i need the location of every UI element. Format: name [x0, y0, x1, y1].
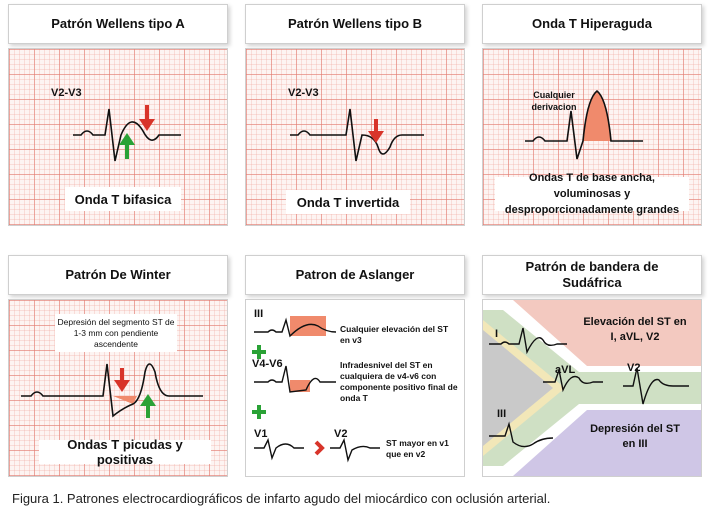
- ecg-grid: [245, 48, 465, 226]
- panel-hyperacute-t: [482, 4, 702, 226]
- lead-label: I: [495, 328, 499, 340]
- ecg-grid: [482, 48, 702, 226]
- st-depression-label: Depresión del ST en III: [590, 423, 680, 450]
- lead-label: V2: [627, 362, 641, 374]
- pattern-label: Ondas T picudas y positivas: [39, 440, 211, 464]
- st-depression-fill: [113, 396, 137, 404]
- criterion-text: Infradesnivel del ST en cualquiera de v4-v6 con componente positivo final de onda T: [340, 360, 458, 403]
- flag-body: [482, 299, 702, 477]
- panel-wellens-b: [245, 4, 465, 226]
- panel-south-african-flag: [482, 255, 702, 477]
- panel-title: Patrón de bandera de Sudáfrica: [482, 255, 702, 295]
- panel-title: Patrón De Winter: [8, 255, 228, 295]
- panel-title: Patrón Wellens tipo B: [245, 4, 465, 44]
- criterion-text: Cualquier elevación del ST en v3: [340, 324, 449, 345]
- green-up-arrow-icon: [119, 133, 135, 159]
- red-down-arrow-icon: [139, 105, 155, 131]
- pattern-label: Onda T invertida: [286, 190, 410, 214]
- st-elevation-fill: [290, 316, 326, 336]
- red-down-arrow-icon: [368, 119, 384, 143]
- green-plus-icon: [252, 345, 266, 359]
- red-chevron-icon: [316, 442, 322, 454]
- st-depression-note: Depresión del segmento ST de 1-3 mm con pendiente ascendente: [55, 314, 177, 352]
- panel-wellens-a: [8, 4, 228, 226]
- lead-label: V4-V6: [252, 358, 283, 370]
- figure-caption: Figura 1. Patrones electrocardiográficos de infarto agudo del miocárdico con oclusión arterial.: [12, 491, 551, 506]
- green-up-arrow-icon: [140, 394, 156, 418]
- green-plus-icon: [252, 405, 266, 419]
- aslanger-body: [245, 299, 465, 477]
- ecg-grid: [8, 299, 228, 477]
- lead-label: III: [254, 308, 264, 320]
- lead-label: V2-V3: [51, 87, 82, 99]
- panel-title: Onda T Hiperaguda: [482, 4, 702, 44]
- criterion-text: ST mayor en v1 que en v2: [386, 438, 449, 459]
- panel-title: Patron de Aslanger: [245, 255, 465, 295]
- panel-de-winter: [8, 255, 228, 477]
- panel-title: Patrón Wellens tipo A: [8, 4, 228, 44]
- st-elevation-label: Elevación del ST en I, aVL, V2: [583, 316, 687, 343]
- lead-label: V2: [334, 428, 348, 440]
- ecg-grid: [8, 48, 228, 226]
- panel-aslanger: [245, 255, 465, 477]
- lead-label: V2-V3: [288, 87, 319, 99]
- lead-label: V1: [254, 428, 268, 440]
- pattern-label: Onda T bifasica: [65, 187, 181, 211]
- lead-label: Cualquier derivacion: [531, 90, 577, 112]
- pattern-label: Ondas T de base ancha, voluminosas y desproporcionadamente grandes: [495, 177, 689, 211]
- red-down-arrow-icon: [114, 368, 130, 392]
- lead-label: III: [497, 408, 507, 420]
- lead-label: aVL: [555, 364, 576, 376]
